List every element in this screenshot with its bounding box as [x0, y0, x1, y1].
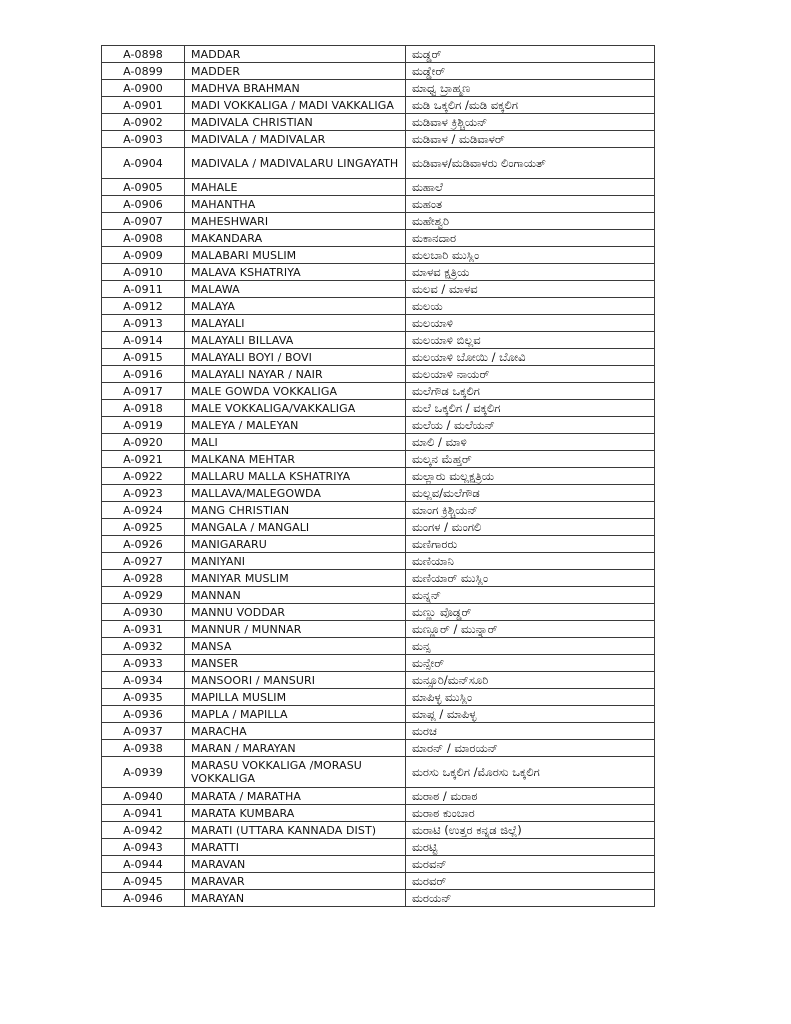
english-name-cell: MALABARI MUSLIM [185, 247, 406, 264]
kannada-name-cell: ಮಲ್ಲಾರು ಮಲ್ಲಕ್ಷತ್ರಿಯ [406, 468, 655, 485]
table-row [102, 97, 655, 114]
code-cell: A-0909 [102, 247, 185, 264]
kannada-name-cell: ಮರವರ್ [406, 873, 655, 890]
kannada-name-cell: ಮಲಯಾಳಿ ಬಿಲ್ಲವ [406, 332, 655, 349]
kannada-name-cell: ಮಂಗಳ / ಮಂಗಲಿ [406, 519, 655, 536]
code-cell: A-0905 [102, 179, 185, 196]
english-name-cell: MADDAR [185, 46, 406, 63]
code-cell: A-0931 [102, 621, 185, 638]
english-name-cell: MANG CHRISTIAN [185, 502, 406, 519]
table-row [102, 890, 655, 907]
table-row [102, 63, 655, 80]
table-row [102, 80, 655, 97]
english-name-cell: MALE GOWDA VOKKALIGA [185, 383, 406, 400]
english-name-cell: MAKANDARA [185, 230, 406, 247]
table-row [102, 332, 655, 349]
kannada-name-cell: ಮಲೆಯ / ಮಲೆಯನ್ [406, 417, 655, 434]
english-name-cell: MANNU VODDAR [185, 604, 406, 621]
table-row [102, 587, 655, 604]
table-row [102, 417, 655, 434]
english-name-cell: MAPILLA MUSLIM [185, 689, 406, 706]
english-name-cell: MALAYA [185, 298, 406, 315]
table-row [102, 349, 655, 366]
english-name-cell: MADIVALA / MADIVALAR [185, 131, 406, 148]
kannada-name-cell: ಮಣಿಯಾರ್ ಮುಸ್ಲಿಂ [406, 570, 655, 587]
code-cell: A-0923 [102, 485, 185, 502]
table-row [102, 298, 655, 315]
kannada-name-cell: ಮಲಯಾಳಿ [406, 315, 655, 332]
kannada-name-cell: ಮಡ್ಡೇರ್ [406, 63, 655, 80]
code-cell: A-0913 [102, 315, 185, 332]
code-cell: A-0946 [102, 890, 185, 907]
kannada-name-cell: ಮನ್ನನ್ [406, 587, 655, 604]
table-row [102, 672, 655, 689]
code-cell: A-0926 [102, 536, 185, 553]
table-row [102, 468, 655, 485]
english-name-cell: MAHALE [185, 179, 406, 196]
english-name-cell: MADIVALA CHRISTIAN [185, 114, 406, 131]
kannada-name-cell: ಮಹಂತ [406, 196, 655, 213]
code-cell: A-0899 [102, 63, 185, 80]
code-cell: A-0908 [102, 230, 185, 247]
caste-list-body [102, 46, 655, 907]
table-row [102, 740, 655, 757]
code-cell: A-0902 [102, 114, 185, 131]
english-name-cell: MARATTI [185, 839, 406, 856]
code-cell: A-0901 [102, 97, 185, 114]
code-cell: A-0924 [102, 502, 185, 519]
code-cell: A-0918 [102, 400, 185, 417]
english-name-cell: MALAWA [185, 281, 406, 298]
english-name-cell: MARATA / MARATHA [185, 788, 406, 805]
table-row [102, 179, 655, 196]
english-name-cell: MANGALA / MANGALI [185, 519, 406, 536]
table-row [102, 502, 655, 519]
kannada-name-cell: ಮಲಬಾರಿ ಮುಸ್ಲಿಂ [406, 247, 655, 264]
english-name-cell: MALAYALI BILLAVA [185, 332, 406, 349]
code-cell: A-0941 [102, 805, 185, 822]
english-name-cell: MANNUR / MUNNAR [185, 621, 406, 638]
table-row [102, 434, 655, 451]
code-cell: A-0906 [102, 196, 185, 213]
code-cell: A-0938 [102, 740, 185, 757]
kannada-name-cell: ಮರಯನ್ [406, 890, 655, 907]
kannada-name-cell: ಮರಸು ಒಕ್ಕಲಿಗ /ಮೊರಸು ಒಕ್ಕಲಿಗ [406, 757, 655, 788]
code-cell: A-0916 [102, 366, 185, 383]
kannada-name-cell: ಮಲವ / ಮಾಳವ [406, 281, 655, 298]
code-cell: A-0933 [102, 655, 185, 672]
table-row [102, 519, 655, 536]
table-row [102, 757, 655, 788]
code-cell: A-0942 [102, 822, 185, 839]
english-name-cell: MANSA [185, 638, 406, 655]
code-cell: A-0935 [102, 689, 185, 706]
table-row [102, 315, 655, 332]
kannada-name-cell: ಮಲಯಾಳಿ ನಾಯರ್ [406, 366, 655, 383]
kannada-name-cell: ಮಡಿವಾಳ ಕ್ರಿಶ್ಚಿಯನ್ [406, 114, 655, 131]
english-name-cell: MARATA KUMBARA [185, 805, 406, 822]
english-name-cell: MALE VOKKALIGA/VAKKALIGA [185, 400, 406, 417]
kannada-name-cell: ಮರಾಠ ಕುಂಬಾರ [406, 805, 655, 822]
table-row [102, 46, 655, 63]
table-row [102, 723, 655, 740]
kannada-name-cell: ಮರಾಟಿ (ಉತ್ತರ ಕನ್ನಡ ಜಿಲ್ಲೆ) [406, 822, 655, 839]
english-name-cell: MANSER [185, 655, 406, 672]
code-cell: A-0917 [102, 383, 185, 400]
table-row [102, 148, 655, 179]
kannada-name-cell: ಮಡಿವಾಳ / ಮಡಿವಾಳರ್ [406, 131, 655, 148]
code-cell: A-0944 [102, 856, 185, 873]
kannada-name-cell: ಮಲೆಗೌಡ ಒಕ್ಕಲಿಗ [406, 383, 655, 400]
code-cell: A-0911 [102, 281, 185, 298]
code-cell: A-0932 [102, 638, 185, 655]
english-name-cell: MALEYA / MALEYAN [185, 417, 406, 434]
table-row [102, 400, 655, 417]
english-name-cell: MARACHA [185, 723, 406, 740]
code-cell: A-0930 [102, 604, 185, 621]
table-row [102, 451, 655, 468]
code-cell: A-0939 [102, 757, 185, 788]
kannada-name-cell: ಮಣಿಗಾರರು [406, 536, 655, 553]
english-name-cell: MAHESHWARI [185, 213, 406, 230]
code-cell: A-0904 [102, 148, 185, 179]
english-name-cell: MALLAVA/MALEGOWDA [185, 485, 406, 502]
table-row [102, 230, 655, 247]
english-name-cell: MADIVALA / MADIVALARU LINGAYATH [185, 148, 406, 179]
kannada-name-cell: ಮನ್ಸೂರಿ/ಮನ್‌ಸೂರಿ [406, 672, 655, 689]
kannada-name-cell: ಮಡಿವಾಳ/ಮಡಿವಾಳರು ಲಿಂಗಾಯತ್ [406, 148, 655, 179]
table-row [102, 131, 655, 148]
table-row [102, 570, 655, 587]
code-cell: A-0929 [102, 587, 185, 604]
table-row [102, 856, 655, 873]
table-row [102, 689, 655, 706]
kannada-name-cell: ಮರವನ್ [406, 856, 655, 873]
english-name-cell: MANIYAR MUSLIM [185, 570, 406, 587]
kannada-name-cell: ಮರಚ [406, 723, 655, 740]
table-row [102, 485, 655, 502]
english-name-cell: MARAVAR [185, 873, 406, 890]
code-cell: A-0900 [102, 80, 185, 97]
table-row [102, 655, 655, 672]
table-row [102, 213, 655, 230]
code-cell: A-0912 [102, 298, 185, 315]
kannada-name-cell: ಮಾಧ್ವ ಬ್ರಾಹ್ಮಣ [406, 80, 655, 97]
code-cell: A-0919 [102, 417, 185, 434]
english-name-cell: MANNAN [185, 587, 406, 604]
code-cell: A-0928 [102, 570, 185, 587]
code-cell: A-0934 [102, 672, 185, 689]
table-row [102, 114, 655, 131]
english-name-cell: MALAVA KSHATRIYA [185, 264, 406, 281]
kannada-name-cell: ಮರಟ್ಟಿ [406, 839, 655, 856]
kannada-name-cell: ಮಾಂಗ ಕ್ರಿಶ್ಚಿಯನ್ [406, 502, 655, 519]
kannada-name-cell: ಮಲ್ಕನ ಮೆಹ್ತರ್ [406, 451, 655, 468]
table-row [102, 805, 655, 822]
table-row [102, 264, 655, 281]
english-name-cell: MADI VOKKALIGA / MADI VAKKALIGA [185, 97, 406, 114]
english-name-cell: MALI [185, 434, 406, 451]
code-cell: A-0925 [102, 519, 185, 536]
table-row [102, 788, 655, 805]
english-name-cell: MANSOORI / MANSURI [185, 672, 406, 689]
kannada-name-cell: ಮಲ್ಲವ/ಮಲೆಗೌಡ [406, 485, 655, 502]
kannada-name-cell: ಮಾಪಿಳ್ಳ ಮುಸ್ಲಿಂ [406, 689, 655, 706]
kannada-name-cell: ಮಣಿಯಾನಿ [406, 553, 655, 570]
caste-list-table [101, 45, 655, 907]
code-cell: A-0945 [102, 873, 185, 890]
code-cell: A-0921 [102, 451, 185, 468]
table-row [102, 839, 655, 856]
kannada-name-cell: ಮಹೇಶ್ವರಿ [406, 213, 655, 230]
kannada-name-cell: ಮಾಪ್ಲ / ಮಾಪಿಳ್ಳ [406, 706, 655, 723]
english-name-cell: MADDER [185, 63, 406, 80]
english-name-cell: MARAYAN [185, 890, 406, 907]
code-cell: A-0920 [102, 434, 185, 451]
table-row [102, 706, 655, 723]
kannada-name-cell: ಮರಾಠ / ಮರಾಠ [406, 788, 655, 805]
english-name-cell: MALKANA MEHTAR [185, 451, 406, 468]
kannada-name-cell: ಮಾಳವ ಕ್ಷತ್ರಿಯ [406, 264, 655, 281]
kannada-name-cell: ಮಲೆ ಒಕ್ಕಲಿಗ / ವಕ್ಕಲಿಗ [406, 400, 655, 417]
table-row [102, 638, 655, 655]
table-row [102, 281, 655, 298]
kannada-name-cell: ಮನ್ಸೇರ್ [406, 655, 655, 672]
kannada-name-cell: ಮಾಲಿ / ಮಾಳಿ [406, 434, 655, 451]
code-cell: A-0915 [102, 349, 185, 366]
code-cell: A-0936 [102, 706, 185, 723]
kannada-name-cell: ಮಡ್ಡರ್ [406, 46, 655, 63]
english-name-cell: MARATI (UTTARA KANNADA DIST) [185, 822, 406, 839]
table-row [102, 553, 655, 570]
english-name-cell: MALLARU MALLA KSHATRIYA [185, 468, 406, 485]
code-cell: A-0907 [102, 213, 185, 230]
table-row [102, 873, 655, 890]
english-name-cell: MADHVA BRAHMAN [185, 80, 406, 97]
table-row [102, 822, 655, 839]
kannada-name-cell: ಮಹಾಲೆ [406, 179, 655, 196]
kannada-name-cell: ಮನ್ಸ [406, 638, 655, 655]
kannada-name-cell: ಮಲಯಾಳಿ ಬೋಯಿ / ಬೋವಿ [406, 349, 655, 366]
english-name-cell: MALAYALI NAYAR / NAIR [185, 366, 406, 383]
english-name-cell: MANIYANI [185, 553, 406, 570]
table-row [102, 366, 655, 383]
english-name-cell: MAHANTHA [185, 196, 406, 213]
kannada-name-cell: ಮಾರನ್ / ಮಾರಯನ್ [406, 740, 655, 757]
kannada-name-cell: ಮಣ್ಣು ವೊಡ್ಡರ್ [406, 604, 655, 621]
table-row [102, 383, 655, 400]
table-row [102, 196, 655, 213]
table-row [102, 536, 655, 553]
code-cell: A-0910 [102, 264, 185, 281]
kannada-name-cell: ಮಣ್ಣೂರ್ / ಮುನ್ನಾರ್ [406, 621, 655, 638]
english-name-cell: MALAYALI [185, 315, 406, 332]
code-cell: A-0922 [102, 468, 185, 485]
english-name-cell: MANIGARARU [185, 536, 406, 553]
english-name-cell: MARASU VOKKALIGA /MORASU VOKKALIGA [185, 757, 406, 788]
table-row [102, 621, 655, 638]
english-name-cell: MARAN / MARAYAN [185, 740, 406, 757]
english-name-cell: MAPLA / MAPILLA [185, 706, 406, 723]
english-name-cell: MALAYALI BOYI / BOVI [185, 349, 406, 366]
kannada-name-cell: ಮಕಾನದಾರ [406, 230, 655, 247]
code-cell: A-0940 [102, 788, 185, 805]
code-cell: A-0937 [102, 723, 185, 740]
kannada-name-cell: ಮಲಯ [406, 298, 655, 315]
code-cell: A-0898 [102, 46, 185, 63]
table-row [102, 247, 655, 264]
code-cell: A-0943 [102, 839, 185, 856]
code-cell: A-0927 [102, 553, 185, 570]
table-row [102, 604, 655, 621]
code-cell: A-0914 [102, 332, 185, 349]
code-cell: A-0903 [102, 131, 185, 148]
kannada-name-cell: ಮಡಿ ಒಕ್ಕಲಿಗ /ಮಡಿ ವಕ್ಕಲಿಗ [406, 97, 655, 114]
english-name-cell: MARAVAN [185, 856, 406, 873]
